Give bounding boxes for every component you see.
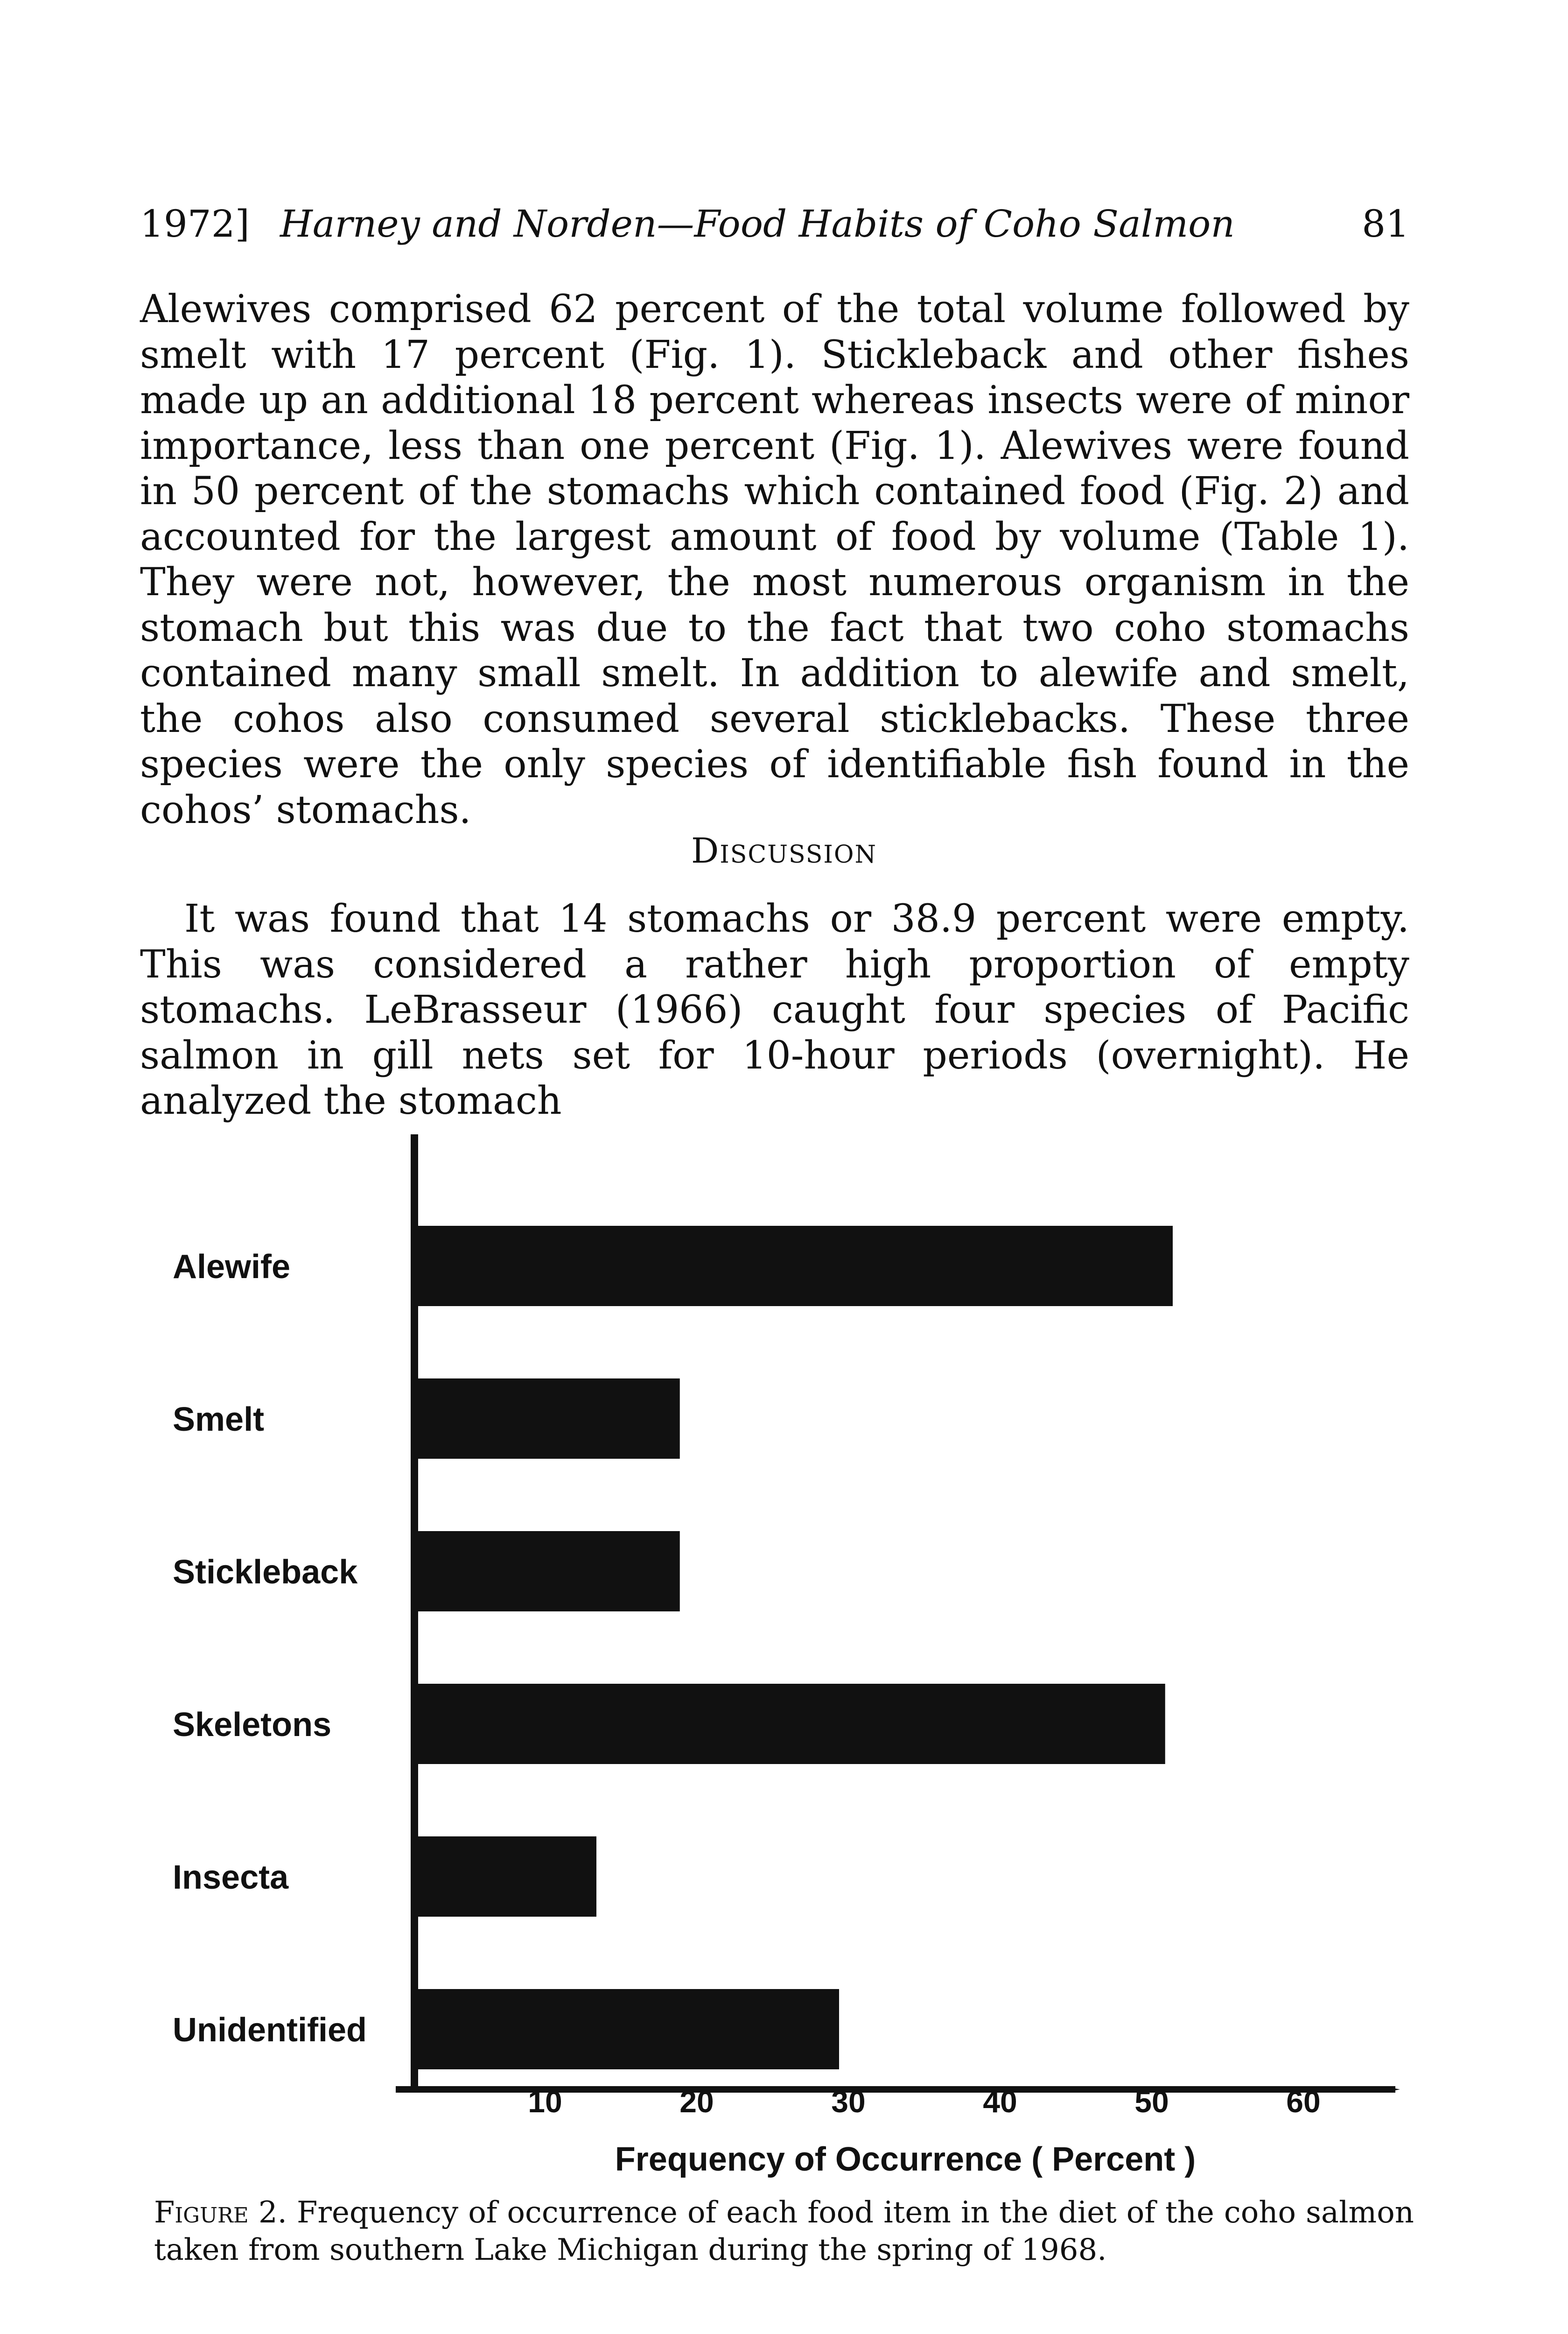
- bar-smelt: [414, 1378, 680, 1459]
- body-paragraph-1: Alewives comprised 62 percent of the total volume followed by smelt with 17 percent (Fig. 1). Stickleback and other fishes made up an additional 18 percent whereas insects were of minor importance, less than one percent (Fig. 1). Alewives were found in 50 percent of the stomachs which contained food (Fig. 2) and accounted for the largest amount of food by volume (Table 1). They were not, however, the most numerous organism in the stomach but this was due to the fact that two coho stomachs contained many small smelt. In addition to alewife and smelt, the cohos also consumed several sticklebacks. These three species were the only species of identifiable fish found in the cohos’ stomachs.: [140, 287, 1409, 832]
- header-year: 1972]: [140, 202, 250, 246]
- x-tick-label: 20: [679, 2084, 714, 2119]
- bar-alewife: [414, 1226, 1173, 1306]
- caption-text: Frequency of occurrence of each food item in the diet of the coho salmon taken from southern Lake Michigan during the spring of 1968.: [154, 2195, 1414, 2267]
- category-label-unidentified: Unidentified: [173, 2011, 367, 2049]
- running-header: [140, 196, 1409, 252]
- x-tick-label: 50: [1134, 2084, 1169, 2119]
- category-label-insecta: Insecta: [173, 1859, 289, 1896]
- bar-stickleback: [414, 1531, 680, 1611]
- category-label-skeletons: Skeletons: [173, 1706, 332, 1743]
- frequency-bar-chart: [0, 1120, 1568, 2194]
- x-tick-label: 40: [983, 2084, 1017, 2119]
- body-paragraph-2: It was found that 14 stomachs or 38.9 percent were empty. This was considered a rather high proportion of empty stomachs. LeBrasseur (1966) caught four species of Pacific salmon in gill nets set for 10-hour periods (overnight). He analyzed the stomach: [140, 897, 1409, 1123]
- category-label-stickleback: Stickleback: [173, 1554, 358, 1591]
- figure-label: Figure 2.: [154, 2195, 287, 2230]
- section-heading: Discussion: [691, 831, 877, 871]
- x-tick-label: 30: [831, 2084, 866, 2119]
- category-label-alewife: Alewife: [173, 1248, 291, 1286]
- header-title: Harney and Norden—Food Habits of Coho Salmon: [280, 202, 1235, 246]
- x-axis-label: Frequency of Occurrence ( Percent ): [615, 2141, 1196, 2178]
- category-label-smelt: Smelt: [173, 1401, 265, 1438]
- bar-insecta: [414, 1836, 596, 1917]
- figure-caption: [154, 2194, 1414, 2269]
- bar-skeletons: [414, 1684, 1165, 1764]
- x-tick-label: 60: [1286, 2084, 1321, 2119]
- x-tick-label: 10: [528, 2084, 562, 2119]
- page-number: 81: [1362, 202, 1409, 246]
- bar-unidentified: [414, 1989, 839, 2069]
